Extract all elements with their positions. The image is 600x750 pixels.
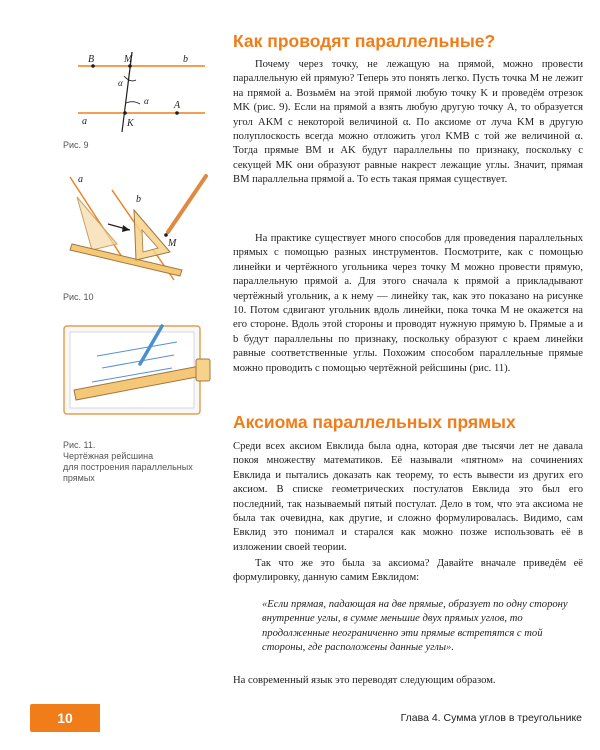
figure-11-caption-line: прямых bbox=[63, 473, 95, 483]
section-1-paragraph-2: На практике существует много способов для проведения параллельных прямых с помощью разных инструментов. Посмотрите, как с помощью линейки и чертёжного угольника через точку M можно провести прямую, параллельную прямой a. Для этого сначала к прямой a прикладывают чертёжный угольник, а к нему — линейку так, как это показано на рисунке 10. Потом сдвигают угольник вдоль линейки, пока точка M не окажется на его стороне. Вдоль этой стороны и проводят нужную прямую b. Прямые a и b будут параллельны по признаку, поскольку образуют с краем линейки равные соответственные углы. Похожим способом параллельные прямые можно проводить с помощью чертёжной рейсшины (рис. 11). bbox=[233, 233, 583, 374]
figure-9 bbox=[70, 50, 215, 135]
triangle-ghost bbox=[77, 197, 117, 250]
section-2-paragraph-3: На современный язык это переводят следующим образом. bbox=[233, 675, 496, 686]
figure-9-caption: Рис. 9 bbox=[63, 140, 89, 150]
label-a-point: A bbox=[174, 100, 181, 111]
t-square-head bbox=[196, 359, 210, 381]
label-alpha-2: α bbox=[144, 96, 149, 106]
angle-arc-1 bbox=[124, 76, 136, 81]
figure-11 bbox=[62, 324, 212, 418]
page-number-badge bbox=[30, 704, 100, 732]
label-a-line: a bbox=[82, 116, 87, 127]
label-a: a bbox=[78, 174, 83, 185]
pencil-icon bbox=[168, 176, 206, 232]
point-m bbox=[164, 233, 168, 237]
label-m: M bbox=[168, 238, 177, 249]
arrow-icon bbox=[122, 225, 130, 232]
section-2-paragraph-1: Среди всех аксиом Евклида была одна, которая две тысячи лет не давала покоя множеству математиков. Её называли «пятном» на сочинениях Евклида и пытались доказать как теорему, то есть вывести из других его аксиом. В списке геометрических постулатов Евклида это был его последний, так называемый пятый постулат. Дело в том, что эта аксиома не была так очевидна, как другие, и сложно формулировалась. Видимо, сам Евклид это понимал и старался как можно позже использовать её в изложении своей теории. bbox=[233, 441, 583, 553]
label-b-line: b bbox=[183, 54, 188, 65]
label-k: K bbox=[127, 118, 134, 129]
figure-11-caption-line: Чертёжная рейсшина bbox=[63, 451, 154, 461]
figure-11-caption-line: для построения параллельных bbox=[63, 462, 193, 472]
label-b-point: B bbox=[88, 54, 95, 65]
figure-10-caption: Рис. 10 bbox=[63, 292, 94, 302]
section-1-title: Как проводят параллельные? bbox=[233, 31, 496, 51]
figure-11-caption bbox=[63, 440, 193, 484]
label-b: b bbox=[136, 194, 141, 205]
chapter-footer: Глава 4. Сумма углов в треугольнике bbox=[400, 712, 582, 724]
point-a bbox=[175, 111, 179, 115]
point-k bbox=[123, 111, 127, 115]
figure-column bbox=[0, 0, 215, 700]
figure-10 bbox=[62, 172, 212, 284]
section-2-paragraph-2: Так что же это была за аксиома? Давайте вначале приведём её формулировку, данную самим Евклидом: bbox=[233, 558, 583, 584]
label-m: M bbox=[124, 54, 133, 65]
euclid-quote: «Если прямая, падающая на две прямые, образует по одну сторону внутренние углы, в сумме меньшие двух прямых углов, то продолженные неограниченно эти прямые встретятся с той стороны, где расположены данные углы». bbox=[262, 599, 568, 654]
angle-arc-2 bbox=[126, 102, 140, 104]
figure-11-caption-line: Рис. 11. bbox=[63, 440, 96, 450]
page-number: 10 bbox=[57, 710, 73, 726]
label-alpha-1: α bbox=[118, 78, 123, 88]
section-1-paragraph-1: Почему через точку, не лежащую на прямой, можно провести параллельную ей прямую? Теперь это понять легко. Пусть точка M не лежит на прямой a. Возьмём на этой прямой любую точку K и проведём отрезок MK (рис. 9). Если на прямой a взять любую другую точку A, то образуется угол AKM с некоторой величиной α. По аксиоме от луча KM в другую полуплоскость всегда можно отложить угол KMB с той же величиной α. Тогда прямые BM и AK будут параллельны по признаку, поскольку с секущей MK они образуют равные накрест лежащие углы. Значит, прямая BM параллельна прямой a. То есть такая прямая существует. bbox=[233, 59, 583, 186]
section-2-title: Аксиома параллельных прямых bbox=[233, 412, 516, 432]
